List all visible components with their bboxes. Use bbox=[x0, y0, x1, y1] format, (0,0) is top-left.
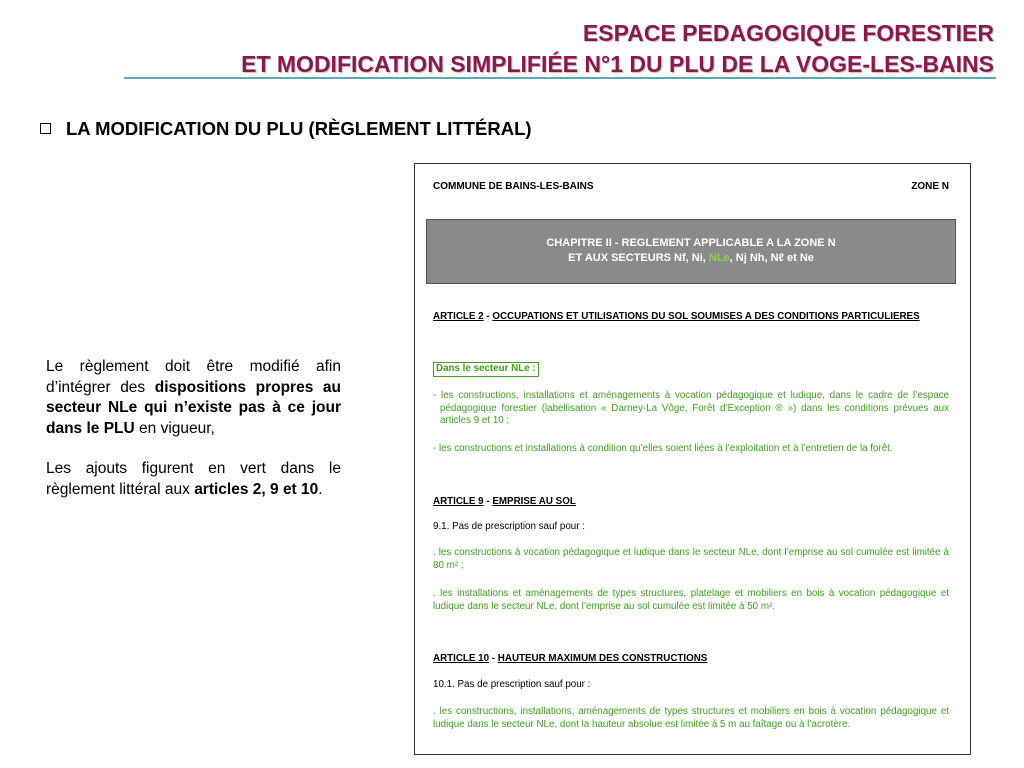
explanation-text bbox=[46, 357, 341, 520]
regulation-document-excerpt bbox=[414, 163, 971, 755]
p2-text-bold: articles 2, 9 et 10 bbox=[194, 480, 319, 498]
p1-text-a: Le règlement doit être modifié afin d’intégrer des bbox=[46, 358, 341, 396]
checkbox-bullet-icon bbox=[40, 123, 51, 134]
nle-sector-box: Dans le secteur NLe : bbox=[433, 362, 539, 377]
chapter-line-1: CHAPITRE II - REGLEMENT APPLICABLE A LA ZONE N bbox=[546, 237, 836, 249]
article-2-item-2: - les constructions et installations à condition qu’elles soient liées à l’exploitation et à l’entretien de la forêt. bbox=[433, 443, 893, 454]
article-2-label: ARTICLE 2 bbox=[433, 311, 484, 322]
article-9-heading bbox=[433, 496, 949, 509]
article-2-item-1: - les constructions, installations et aménagements à vocation pédagogique et ludique, dans le cadre de l’espace pédagogique forestier (labellisation « Darney-La Vôge, Forêt d’Exception ® ») dans les conditions prévues aux articles 9 et 10 ; bbox=[433, 390, 949, 426]
chapter-line-2 bbox=[427, 251, 955, 266]
slide-title-line1: ESPACE PEDAGOGIQUE FORESTIER bbox=[582, 20, 994, 46]
p2-text-a: Les ajouts figurent en vert dans le règlement littéral aux bbox=[46, 460, 341, 498]
doc-commune: COMMUNE DE BAINS-LES-BAINS bbox=[433, 181, 594, 192]
doc-zone: ZONE N bbox=[911, 181, 949, 192]
chapter-line-2-b: , Nj Nh, Nℓ et Ne bbox=[729, 252, 814, 264]
article-9-item-1: . les constructions à vocation pédagogique et ludique dans le secteur NLe, dont l’emprise au sol cumulée est limitée à 80 m² ; bbox=[433, 547, 949, 571]
chapter-line-2-a: ET AUX SECTEURS Nf, Ni, bbox=[568, 252, 709, 264]
explanation-paragraph-2 bbox=[46, 459, 341, 500]
article-9-item-2: . les installations et aménagements de types structures, platelage et mobiliers en bois à vocation pédagogique et ludique dans le secteur NLe, dont l’emprise au sol cumulée est limitée à 50 m². bbox=[433, 588, 949, 612]
p2-text-c: . bbox=[318, 480, 323, 498]
article-9-title: EMPRISE AU SOL bbox=[492, 496, 576, 507]
article-10-title: HAUTEUR MAXIMUM DES CONSTRUCTIONS bbox=[497, 653, 708, 664]
section-heading-text: LA MODIFICATION DU PLU (RÈGLEMENT LITTÉRAL) bbox=[66, 118, 532, 139]
nle-sector-label bbox=[433, 362, 949, 377]
slide-title-line2: ET MODIFICATION SIMPLIFIÉE N°1 DU PLU DE LA VOGE-LES-BAINS bbox=[241, 51, 994, 77]
p1-text-c: en vigueur, bbox=[134, 419, 215, 437]
article-10-heading bbox=[433, 653, 949, 666]
article-2-sep: - bbox=[483, 311, 493, 322]
article-2-heading bbox=[433, 311, 949, 324]
title-underline bbox=[124, 77, 996, 79]
section-heading bbox=[40, 118, 532, 140]
chapter-line-2-nle: NLe bbox=[708, 252, 730, 264]
article-10-sep: - bbox=[489, 653, 498, 664]
article-10-label: ARTICLE 10 bbox=[433, 653, 490, 664]
chapter-header-box bbox=[426, 219, 956, 284]
p1-text-bold: dispositions propres au secteur NLe qui n’existe pas à ce jour dans le PLU bbox=[46, 378, 341, 437]
article-9-sep: - bbox=[483, 496, 493, 507]
article-2-title: OCCUPATIONS ET UTILISATIONS DU SOL SOUMISES A DES CONDITIONS PARTICULIERES bbox=[492, 311, 920, 322]
article-9-intro: 9.1. Pas de prescription sauf pour : bbox=[433, 521, 585, 532]
article-9-label: ARTICLE 9 bbox=[433, 496, 484, 507]
article-10-intro: 10.1. Pas de prescription sauf pour : bbox=[433, 679, 591, 690]
article-10-item-1: . les constructions, installations, aménagements de types structures et mobiliers en bois à vocation pédagogique et ludique dans le secteur NLe, dont la hauteur absolue est limitée à 5 m au faîtage ou à l’acrotère. bbox=[433, 706, 949, 730]
explanation-paragraph-1 bbox=[46, 357, 341, 439]
